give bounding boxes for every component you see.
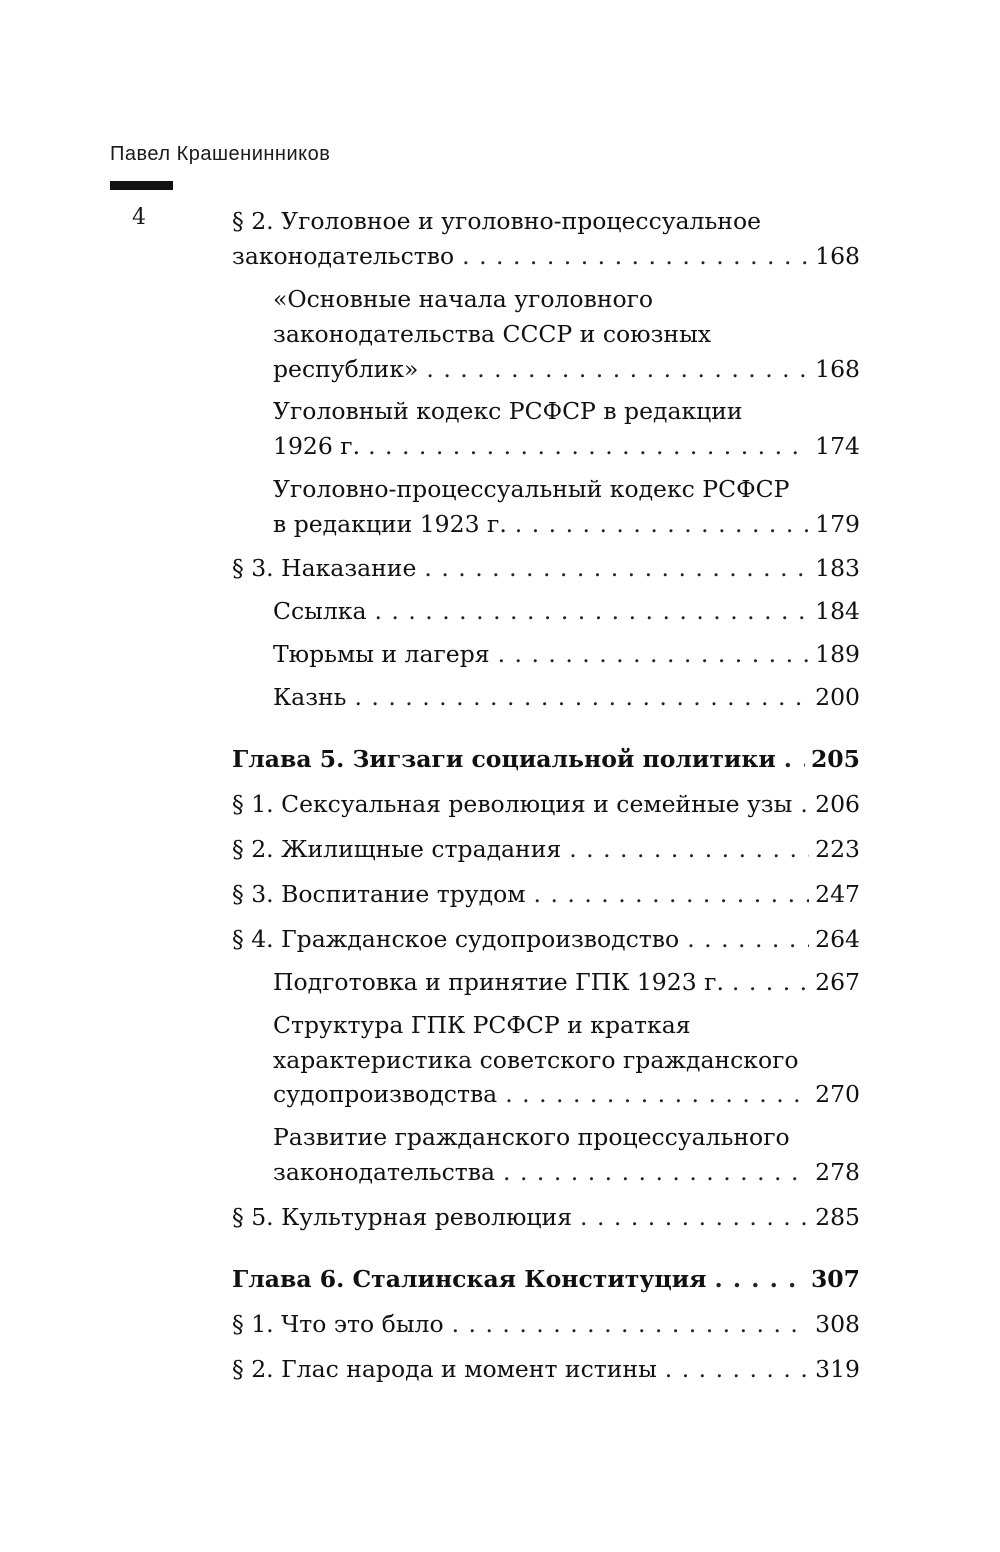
toc-line <box>273 351 860 387</box>
toc-line <box>232 1199 860 1235</box>
toc-entry-title: § 3. Наказание <box>232 554 417 582</box>
toc-line <box>232 1306 860 1342</box>
toc-entry-title: Казнь <box>273 683 347 711</box>
toc-entry-title: Уголовно-процессуальный кодекс РСФСР <box>273 475 790 503</box>
toc-entry-page: 308 <box>815 1310 860 1338</box>
toc-line <box>273 281 860 317</box>
toc-line <box>273 506 860 542</box>
toc-entry-title: § 3. Воспитание трудом <box>232 880 526 908</box>
leader-dots <box>534 876 810 912</box>
toc-line <box>232 921 860 957</box>
toc-line <box>232 876 860 912</box>
leader-dots <box>732 964 809 1000</box>
toc-entry-title: законодательства <box>273 1158 495 1186</box>
leader-dots <box>800 786 809 822</box>
toc-line <box>273 316 860 352</box>
leader-dots <box>426 351 809 387</box>
toc-line <box>273 471 860 507</box>
toc-chapter-line <box>232 1261 860 1297</box>
toc-entry-page: 285 <box>815 1203 860 1231</box>
leader-dots <box>424 550 809 586</box>
toc-line <box>232 831 860 867</box>
leader-dots <box>665 1351 809 1387</box>
toc-line <box>232 550 860 586</box>
leader-dots <box>569 831 809 867</box>
leader-dots <box>503 1154 809 1190</box>
toc-entry-page: 270 <box>815 1080 860 1108</box>
toc-entry-page: 168 <box>815 242 860 270</box>
page-number: 4 <box>132 205 146 230</box>
toc-entry-page: 183 <box>815 554 860 582</box>
toc-chapter-line <box>232 741 860 777</box>
toc-line <box>273 1154 860 1190</box>
toc-chapter-title: Глава 6. Сталинская Конституция <box>232 1265 707 1293</box>
toc-entry-page: 174 <box>815 432 860 460</box>
leader-dots <box>498 636 810 672</box>
toc-line <box>273 1076 860 1112</box>
toc-line <box>273 1042 860 1078</box>
toc-line <box>273 679 860 715</box>
toc-entry-title: законодательство <box>232 242 455 270</box>
toc-entry-title: § 1. Что это было <box>232 1310 444 1338</box>
leader-dots <box>354 679 809 715</box>
toc-line <box>273 1119 860 1155</box>
toc-entry-title: «Основные начала уголовного <box>273 285 654 313</box>
toc-entry-page: 319 <box>815 1355 860 1383</box>
toc-entry-page: 247 <box>815 880 860 908</box>
toc-line <box>273 593 860 629</box>
toc-entry-page: 168 <box>815 355 860 383</box>
toc-entry-page: 200 <box>815 683 860 711</box>
leader-dots <box>452 1306 810 1342</box>
toc-line <box>232 203 860 239</box>
leader-dots <box>715 1261 805 1297</box>
toc-line <box>232 1351 860 1387</box>
toc-entry-title: судопроизводства <box>273 1080 498 1108</box>
toc-line <box>273 1007 860 1043</box>
toc-line <box>273 636 860 672</box>
toc-chapter-title: Глава 5. Зигзаги социальной политики <box>232 745 776 773</box>
toc-chapter-page: 307 <box>810 1265 860 1293</box>
leader-dots <box>462 238 809 274</box>
toc-line <box>273 393 860 429</box>
leader-dots <box>784 741 805 777</box>
leader-dots <box>580 1199 809 1235</box>
toc-entry-title: характеристика советского гражданского <box>273 1046 799 1074</box>
toc-entry-page: 179 <box>815 510 860 538</box>
toc-entry-page: 184 <box>815 597 860 625</box>
toc-entry-title: § 1. Сексуальная революция и семейные узы <box>232 790 793 818</box>
toc-line <box>273 964 860 1000</box>
toc-chapter-page: 205 <box>810 745 860 773</box>
toc-entry-page: 264 <box>815 925 860 953</box>
toc-entry-title: § 5. Культурная революция <box>232 1203 573 1231</box>
toc-entry-title: § 2. Уголовное и уголовно-процессуальное <box>232 207 762 235</box>
toc-entry-title: Структура ГПК РСФСР и краткая <box>273 1011 691 1039</box>
toc-entry-title: Тюрьмы и лагеря <box>273 640 490 668</box>
leader-dots <box>368 428 809 464</box>
toc-line <box>273 428 860 464</box>
toc-entry-page: 189 <box>815 640 860 668</box>
toc-entry-page: 206 <box>815 790 860 818</box>
leader-dots <box>687 921 809 957</box>
toc-entry-title: § 4. Гражданское судопроизводство <box>232 925 680 953</box>
running-header-author: Павел Крашенинников <box>110 143 331 165</box>
toc-entry-title: в редакции 1923 г. <box>273 510 507 538</box>
header-rule <box>110 181 173 190</box>
toc-entry-title: Уголовный кодекс РСФСР в редакции <box>273 397 743 425</box>
toc-entry-title: § 2. Глас народа и момент истины <box>232 1355 657 1383</box>
toc-entry-title: 1926 г. <box>273 432 361 460</box>
toc-line <box>232 238 860 274</box>
toc-entry-page: 267 <box>815 968 860 996</box>
leader-dots <box>374 593 809 629</box>
toc-entry-title: Ссылка <box>273 597 367 625</box>
toc-entry-page: 278 <box>815 1158 860 1186</box>
toc-line <box>232 786 860 822</box>
toc-entry-title: § 2. Жилищные страдания <box>232 835 562 863</box>
leader-dots <box>515 506 809 542</box>
toc-entry-title: республик» <box>273 355 419 383</box>
toc-entry-page: 223 <box>815 835 860 863</box>
toc-entry-title: Подготовка и принятие ГПК 1923 г. <box>273 968 724 996</box>
toc-entry-title: законодательства СССР и союзных <box>273 320 712 348</box>
leader-dots <box>505 1076 809 1112</box>
toc-entry-title: Развитие гражданского процессуального <box>273 1123 790 1151</box>
